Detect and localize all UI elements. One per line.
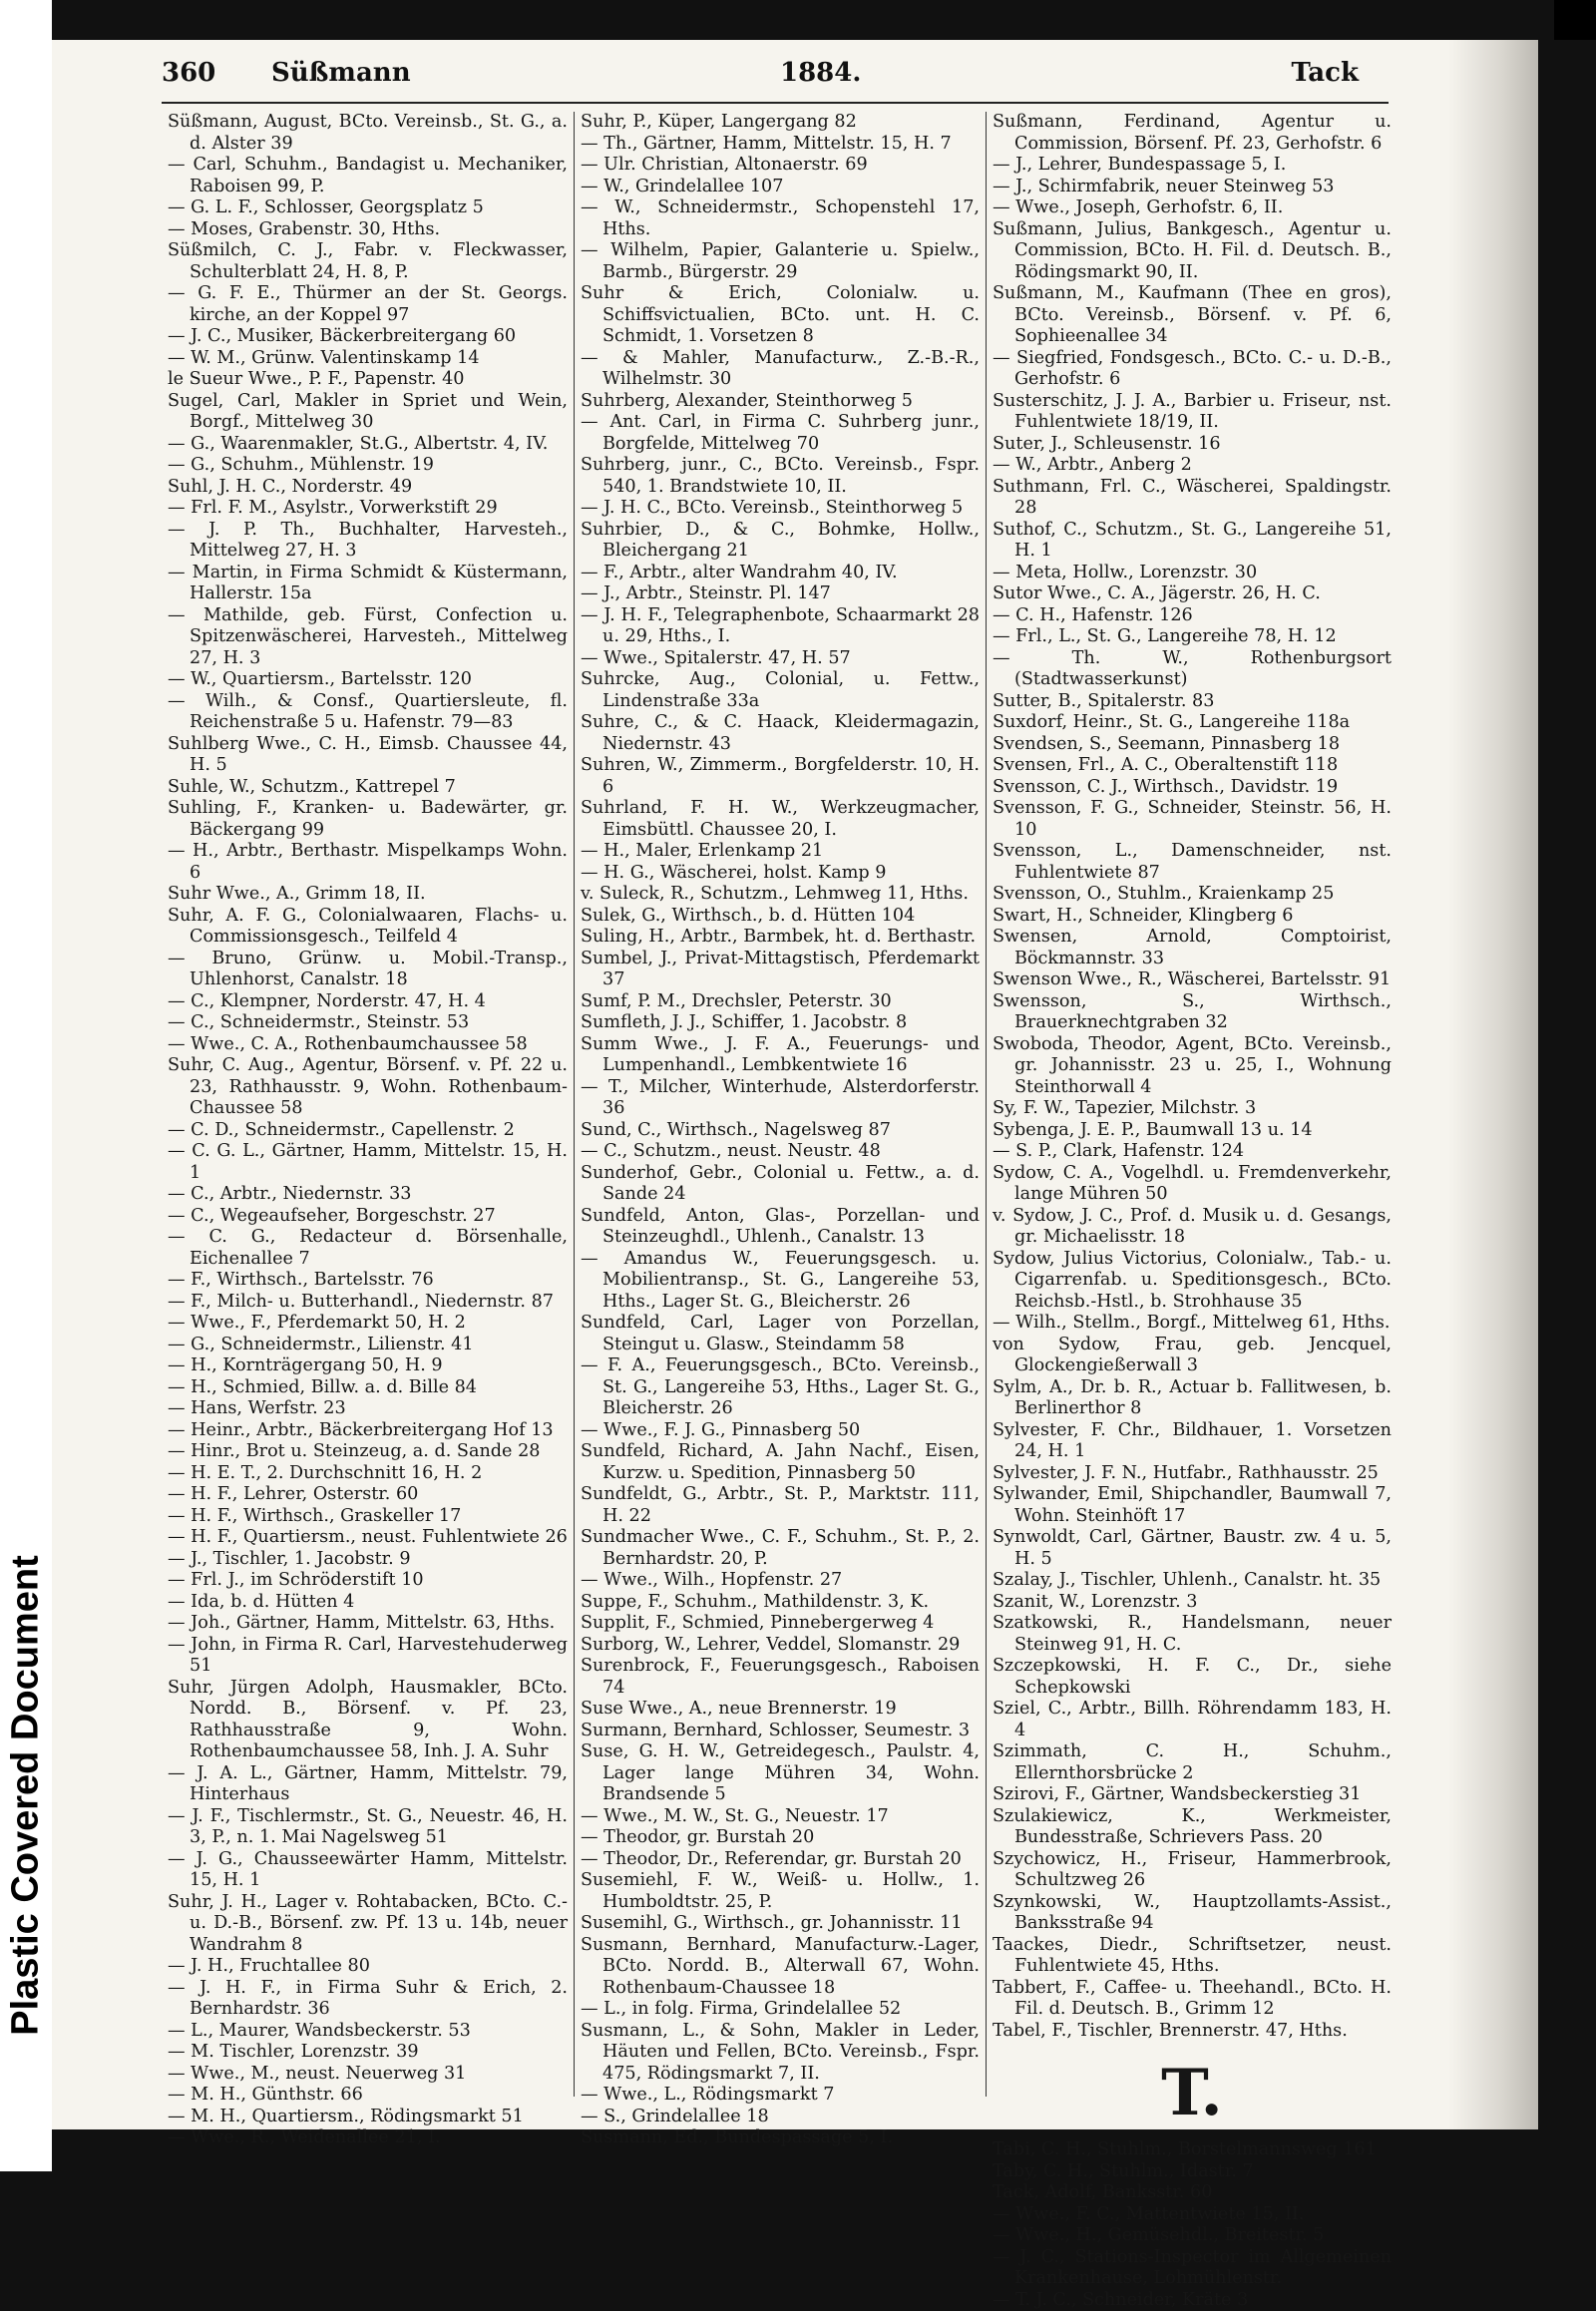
directory-entry: Suhr, C. Aug., Agentur, Börsenf. v. Pf. 22 u. 23, Rathhausstr. 9, Wohn. Rothenbaum-Chaussee 58 (168, 1055, 568, 1120)
directory-entry: Suhr & Erich, Colonialw. u. Schiffsvictualien, BCto. unt. H. C. Schmidt, 1. Vorsetzen 8 (581, 283, 980, 348)
directory-entry: — G. L. F., Schlosser, Georgsplatz 5 (168, 197, 568, 219)
page-edge-shadow (1448, 40, 1538, 2129)
directory-entry: — Hinr., Brot u. Steinzeug, a. d. Sande 28 (168, 1441, 568, 1463)
directory-entry: — Siegfried, Fondsgesch., BCto. C.- u. D.-B., Gerhofstr. 6 (993, 348, 1392, 391)
directory-entry: — T., Milcher, Winterhude, Alsterdorferstr. 36 (581, 1077, 980, 1120)
directory-entry: Sy, F. W., Tapezier, Milchstr. 3 (993, 1098, 1392, 1120)
directory-entry: Tabbert, F., Caffee- u. Theehandl., BCto. H. Fil. d. Deutsch. B., Grimm 12 (993, 1978, 1392, 2021)
directory-entry: Sulek, G., Wirthsch., b. d. Hütten 104 (581, 906, 980, 928)
directory-entry: — J. G., Chausseewärter Hamm, Mittelstr. 15, H. 1 (168, 1849, 568, 1892)
directory-entry: Sundfeld, Carl, Lager von Porzellan, Steingut u. Glasw., Steindamm 58 (581, 1313, 980, 1355)
directory-entry: Tabi, C. H., Stuhlm., Borstelmannsweg 161 (993, 2139, 1392, 2161)
directory-entry: — H., Arbtr., Berthastr. Mispelkamps Wohn. 6 (168, 841, 568, 884)
directory-entry: Sund, C., Wirthsch., Nagelsweg 87 (581, 1120, 980, 1142)
directory-entry: Suhrcke, Aug., Colonial, u. Fettw., Lindenstraße 33a (581, 669, 980, 712)
directory-entry: — Wilhelm, Papier, Galanterie u. Spielw., Barmb., Bürgerstr. 29 (581, 240, 980, 283)
directory-entry: Swenson Wwe., R., Wäscherei, Bartelsstr. 91 (993, 969, 1392, 991)
directory-entry: — Th. W., Rothenburgsort (Stadtwasserkunst) (993, 648, 1392, 691)
header-right-word: Tack (1291, 58, 1359, 88)
directory-entry: Sydow, C. A., Vogelhdl. u. Fremdenverkehr, lange Mühren 50 (993, 1163, 1392, 1206)
header-rule (162, 102, 1389, 104)
directory-entry: — F. A., Feuerungsgesch., BCto. Vereinsb., St. G., Langereihe 53, Hths., Lager St. G., Bleicherstr. 26 (581, 1355, 980, 1420)
directory-columns (162, 112, 1398, 2097)
directory-entry: Sumbel, J., Privat-Mittagstisch, Pferdemarkt 37 (581, 949, 980, 991)
directory-entry: Sziel, C., Arbtr., Billh. Röhrendamm 183, H. 4 (993, 1699, 1392, 1741)
directory-entry: Szychowicz, H., Friseur, Hammerbrook, Schultzweg 26 (993, 1849, 1392, 1892)
directory-entry: Tabel, F., Tischler, Brennerstr. 47, Hths. (993, 2021, 1392, 2043)
directory-entry: — Wwe., R., Weidenallee 21, I. (168, 2127, 568, 2149)
directory-entry: Summ Wwe., J. F. A., Feuerungs- und Lumpenhandl., Lembkentwiete 16 (581, 1034, 980, 1077)
directory-entry: Suhr, J. H., Lager v. Rohtabacken, BCto. C.- u. D.-B., Börsenf. zw. Pf. 13 u. 14b, neuer Wandrahm 8 (168, 1892, 568, 1957)
directory-entry: Sußmann, Ferdinand, Agentur u. Commission, Börsenf. Pf. 23, Gerhofstr. 6 (993, 112, 1392, 155)
directory-entry: Susmann, Ed., Bundespassage 5, I. (581, 2127, 980, 2149)
directory-entry: Suhling, F., Kranken- u. Badewärter, gr. Bäckergang 99 (168, 798, 568, 841)
directory-entry: — Wwe., F. J. G., Pinnasberg 50 (581, 1420, 980, 1442)
directory-entry: Swart, H., Schneider, Klingberg 6 (993, 906, 1392, 928)
directory-entry: Szimmath, C. H., Schuhm., Ellernthorsbrücke 2 (993, 1741, 1392, 1784)
directory-entry: Suhren, W., Zimmerm., Borgfelderstr. 10, H. 6 (581, 755, 980, 798)
directory-entry: — J., Tischler, 1. Jacobstr. 9 (168, 1549, 568, 1571)
directory-entry: — W., Grindelallee 107 (581, 177, 980, 198)
directory-entry: Surmann, Bernhard, Schlosser, Seumestr. 3 (581, 1721, 980, 1742)
directory-entry: — G., Waarenmakler, St.G., Albertstr. 4, IV. (168, 434, 568, 456)
directory-entry: — W., Schneidermstr., Schopenstehl 17, Hths. (581, 197, 980, 240)
directory-entry: — Wwe., Spitalerstr. 47, H. 57 (581, 648, 980, 670)
directory-entry: Suhre, C., & C. Haack, Kleidermagazin, Niedernstr. 43 (581, 712, 980, 755)
directory-entry: Sundfeld, Anton, Glas-, Porzellan- und Steinzeughdl., Uhlenh., Canalstr. 13 (581, 1206, 980, 1249)
directory-entry: Synwoldt, Carl, Gärtner, Baustr. zw. 4 u. 5, H. 5 (993, 1527, 1392, 1570)
directory-entry: — C., Wegeaufseher, Borgeschstr. 27 (168, 1206, 568, 1228)
directory-entry: Svensson, L., Damenschneider, nst. Fuhlentwiete 87 (993, 841, 1392, 884)
directory-entry: — H., Maler, Erlenkamp 21 (581, 841, 980, 863)
directory-entry: Svensen, Frl., A. C., Oberaltenstift 118 (993, 755, 1392, 777)
directory-entry: Sundfeldt, G., Arbtr., St. P., Marktstr. 111, H. 22 (581, 1484, 980, 1527)
directory-entry: Süßmilch, C. J., Fabr. v. Fleckwasser, Schulterblatt 24, H. 8, P. (168, 240, 568, 283)
directory-entry: — H., Kornträgergang 50, H. 9 (168, 1355, 568, 1377)
directory-entry: Sundfeld, Richard, A. Jahn Nachf., Eisen, Kurzw. u. Spedition, Pinnasberg 50 (581, 1441, 980, 1484)
directory-entry: — T. J. C., Schneider, Kräte 3 (993, 2290, 1392, 2311)
directory-entry: — L., in folg. Firma, Grindelallee 52 (581, 1999, 980, 2021)
directory-entry: — J. H. F., Telegraphenbote, Schaarmarkt 28 u. 29, Hths., I. (581, 605, 980, 648)
directory-entry: Suppe, F., Schuhm., Mathildenstr. 3, K. (581, 1592, 980, 1614)
directory-entry: Suhr Wwe., A., Grimm 18, II. (168, 884, 568, 906)
directory-entry: le Sueur Wwe., P. F., Papenstr. 40 (168, 369, 568, 391)
directory-entry: Süßmann, August, BCto. Vereinsb., St. G., a. d. Alster 39 (168, 112, 568, 155)
directory-entry: Sylm, A., Dr. b. R., Actuar b. Fallitwesen, b. Berlinerthor 8 (993, 1377, 1392, 1420)
directory-entry: — S., Grindelallee 18 (581, 2107, 980, 2128)
directory-entry: Susemiehl, F. W., Weiß- u. Hollw., 1. Humboldtstr. 25, P. (581, 1870, 980, 1913)
directory-entry: Svensson, O., Stuhlm., Kraienkamp 25 (993, 884, 1392, 906)
directory-entry: — C. D., Schneidermstr., Capellenstr. 2 (168, 1120, 568, 1142)
directory-entry: — John, in Firma R. Carl, Harvestehuderweg 51 (168, 1635, 568, 1678)
directory-entry: Sutor Wwe., C. A., Jägerstr. 26, H. C. (993, 583, 1392, 605)
directory-entry: — J. P. Th., Buchhalter, Harvesteh., Mittelweg 27, H. 3 (168, 520, 568, 563)
directory-entry: Suling, H., Arbtr., Barmbek, ht. d. Berthastr. (581, 927, 980, 949)
directory-entry: Sundmacher Wwe., C. F., Schuhm., St. P., 2. Bernhardstr. 20, P. (581, 1527, 980, 1570)
directory-entry: — J. H., Fruchtallee 80 (168, 1956, 568, 1978)
directory-entry: — Moses, Grabenstr. 30, Hths. (168, 219, 568, 241)
directory-entry: Szanit, W., Lorenzstr. 3 (993, 1592, 1392, 1614)
directory-entry: Sumfleth, J. J., Schiffer, 1. Jacobstr. 8 (581, 1012, 980, 1034)
directory-entry: — C., Klempner, Norderstr. 47, H. 4 (168, 991, 568, 1013)
directory-entry: — Wwe., F. C., Mattentwiete 15, II. (993, 2204, 1392, 2226)
header-left-word: Süßmann (271, 58, 411, 88)
directory-entry: — J., Arbtr., Steinstr. Pl. 147 (581, 583, 980, 605)
directory-entry: Suhl, J. H. C., Norderstr. 49 (168, 477, 568, 499)
directory-entry: Sylvester, J. F. N., Hutfabr., Rathhausstr. 25 (993, 1463, 1392, 1485)
directory-entry: Swensson, S., Wirthsch., Brauerknechtgraben 32 (993, 991, 1392, 1034)
directory-entry: Szczepkowski, H. F. C., Dr., siehe Schepkowski (993, 1656, 1392, 1699)
directory-entry: — J. H. C., BCto. Vereinsb., Steinthorweg 5 (581, 498, 980, 520)
directory-entry: — C. G., Redacteur d. Börsenhalle, Eichenallee 7 (168, 1227, 568, 1270)
directory-entry: — M. H., Günthstr. 66 (168, 2085, 568, 2107)
directory-entry: — & Mahler, Manufacturw., Z.-B.-R., Wilhelmstr. 30 (581, 348, 980, 391)
directory-entry: Surborg, W., Lehrer, Veddel, Slomanstr. 29 (581, 1635, 980, 1657)
directory-entry: — Amandus W., Feuerungsgesch. u. Mobilientransp., St. G., Langereihe 53, Hths., Lager St. G., Bleicherstr. 26 (581, 1249, 980, 1314)
directory-entry: — C. G. L., Gärtner, Hamm, Mittelstr. 15, H. 1 (168, 1141, 568, 1184)
directory-entry: Suxdorf, Heinr., St. G., Langereihe 118a (993, 712, 1392, 734)
column-2 (574, 112, 986, 2097)
directory-entry: Suse, G. H. W., Getreidegesch., Paulstr. 4, Lager lange Mühren 34, Wohn. Brandsende 5 (581, 1741, 980, 1806)
directory-entry: — Ida, b. d. Hütten 4 (168, 1592, 568, 1614)
directory-entry: Susemihl, G., Wirthsch., gr. Johannisstr. 11 (581, 1913, 980, 1935)
directory-entry: — Wwe., Joseph, Gerhofstr. 6, II. (993, 197, 1392, 219)
directory-entry: — J., Schirmfabrik, neuer Steinweg 53 (993, 177, 1392, 198)
directory-entry: Tack, Adolf, Banksstr. 60 (993, 2182, 1392, 2204)
directory-entry: — C., Schutzm., neust. Neustr. 48 (581, 1141, 980, 1163)
directory-entry: — M. Tischler, Lorenzstr. 39 (168, 2042, 568, 2064)
document-page (52, 40, 1538, 2129)
directory-entry: Sunderhof, Gebr., Colonial u. Fettw., a. d. Sande 24 (581, 1163, 980, 1206)
directory-entry: Taby, C. H., Stuhlm., Idastr. 7 (993, 2161, 1392, 2183)
directory-entry: — Heinr., Arbtr., Bäckerbreitergang Hof 13 (168, 1420, 568, 1442)
directory-entry: — H. G., Wäscherei, holst. Kamp 9 (581, 863, 980, 885)
directory-entry: — H. F., Quartiersm., neust. Fuhlentwiete 26 (168, 1527, 568, 1549)
directory-entry: von Sydow, Frau, geb. Jencquel, Glockengießerwall 3 (993, 1335, 1392, 1377)
directory-entry: Suhr, Jürgen Adolph, Hausmakler, BCto. Nordd. B., Börsenf. v. Pf. 23, Rathhausstraße 9, Wohn. Rothenbaumchaussee 58, Inh. J. A. Suhr (168, 1678, 568, 1763)
directory-entry: — Wwe., F., Pferdemarkt 50, H. 2 (168, 1313, 568, 1335)
directory-entry: Susterschitz, J. J. A., Barbier u. Friseur, nst. Fuhlentwiete 18/19, II. (993, 391, 1392, 434)
directory-entry: Suhr, P., Küper, Langergang 82 (581, 112, 980, 134)
directory-entry: — Wwe., M., neust. Neuerweg 31 (168, 2064, 568, 2086)
directory-entry: Taackes, Diedr., Schriftsetzer, neust. Fuhlentwiete 45, Hths. (993, 1935, 1392, 1978)
directory-entry: Sußmann, M., Kaufmann (Thee en gros), BCto. Vereinsb., Börsenf. v. Pf. 6, Sophieenallee 34 (993, 283, 1392, 348)
directory-entry: — G. F. E., Thürmer an der St. Georgs. kirche, an der Koppel 97 (168, 283, 568, 326)
directory-entry: — H. F., Lehrer, Osterstr. 60 (168, 1484, 568, 1506)
directory-entry: — Wwe., H., Gemüsehdl., Breitestr. 5 (993, 2225, 1392, 2247)
directory-entry: — L., Maurer, Wandsbeckerstr. 53 (168, 2021, 568, 2043)
directory-entry: — Wwe., Wilh., Hopfenstr. 27 (581, 1570, 980, 1592)
directory-entry: Szatkowski, R., Handelsmann, neuer Steinweg 91, H. C. (993, 1613, 1392, 1656)
directory-entry: — C., Arbtr., Niedernstr. 33 (168, 1184, 568, 1206)
directory-entry: — G., Schneidermstr., Lilienstr. 41 (168, 1335, 568, 1356)
directory-entry: Supplit, F., Schmied, Pinnebergerweg 4 (581, 1613, 980, 1635)
directory-entry: — Wwe., L., Rödingsmarkt 7 (581, 2085, 980, 2107)
directory-entry: — G., Schuhm., Mühlenstr. 19 (168, 455, 568, 477)
directory-entry: — J. A. L., Gärtner, Hamm, Mittelstr. 79, Hinterhaus (168, 1763, 568, 1806)
directory-entry: — F., Milch- u. Butterhandl., Niedernstr. 87 (168, 1292, 568, 1314)
directory-entry: — Ulr. Christian, Altonaerstr. 69 (581, 155, 980, 177)
directory-entry: Swoboda, Theodor, Agent, BCto. Vereinsb., gr. Johannisstr. 23 u. 25, I., Wohnung Steinthorwall 4 (993, 1034, 1392, 1099)
directory-entry: Sylvester, F. Chr., Bildhauer, 1. Vorsetzen 24, H. 1 (993, 1420, 1392, 1463)
directory-entry: — J. C., Musiker, Bäckerbreitergang 60 (168, 326, 568, 348)
directory-entry: Svensson, C. J., Wirthsch., Davidstr. 19 (993, 777, 1392, 799)
directory-entry: Sutter, B., Spitalerstr. 83 (993, 691, 1392, 713)
directory-entry: Susmann, Bernhard, Manufacturw.-Lager, BCto. Nordd. B., Alterwall 67, Wohn. Rothenbaum-Chaussee 18 (581, 1935, 980, 2000)
directory-entry: — Theodor, Dr., Referendar, gr. Burstah 20 (581, 1849, 980, 1871)
directory-entry: v. Suleck, R., Schutzm., Lehmweg 11, Hths. (581, 884, 980, 906)
directory-entry: — H. E. T., 2. Durchschnitt 16, H. 2 (168, 1463, 568, 1485)
directory-entry: Suhle, W., Schutzm., Kattrepel 7 (168, 777, 568, 799)
directory-entry: — Wilh., & Consf., Quartiersleute, fl. Reichenstraße 5 u. Hafenstr. 79—83 (168, 691, 568, 734)
directory-entry: — Theodor, gr. Burstah 20 (581, 1827, 980, 1849)
directory-entry: — H., Schmied, Billw. a. d. Bille 84 (168, 1377, 568, 1399)
directory-entry: — Wilh., Stellm., Borgf., Mittelweg 61, Hths. (993, 1313, 1392, 1335)
directory-entry: — Frl. J., im Schröderstift 10 (168, 1570, 568, 1592)
directory-entry: Suhrberg, Alexander, Steinthorweg 5 (581, 391, 980, 413)
side-label: Plastic Covered Document (5, 1555, 48, 2035)
directory-entry: Suter, J., Schleusenstr. 16 (993, 434, 1392, 456)
scan-corner (1554, 0, 1596, 40)
directory-entry: Sußmann, Julius, Bankgesch., Agentur u. Commission, BCto. H. Fil. d. Deutsch. B., Rödingsmarkt 90, II. (993, 219, 1392, 284)
page-header (162, 58, 1508, 118)
directory-entry: — J. H. F., in Firma Suhr & Erich, 2. Bernhardstr. 36 (168, 1978, 568, 2021)
directory-entry: — Frl., L., St. G., Langereihe 78, H. 12 (993, 626, 1392, 648)
directory-entry: Swensen, Arnold, Comptoirist, Böckmannstr. 33 (993, 927, 1392, 969)
directory-entry: — S. P., Clark, Hafenstr. 124 (993, 1141, 1392, 1163)
directory-entry: Sylwander, Emil, Shipchandler, Baumwall 7, Wohn. Steinhöft 17 (993, 1484, 1392, 1527)
directory-entry: v. Sydow, J. C., Prof. d. Musik u. d. Gesangs, gr. Michaelisstr. 18 (993, 1206, 1392, 1249)
directory-entry: — W., Quartiersm., Bartelsstr. 120 (168, 669, 568, 691)
directory-entry: Sydow, Julius Victorius, Colonialw., Tab.- u. Cigarrenfab. u. Speditionsgesch., BCto. Reichsb.-Hstl., b. Strohhause 35 (993, 1249, 1392, 1314)
directory-entry: — W. M., Grünw. Valentinskamp 14 (168, 348, 568, 370)
directory-entry: — Joh., Gärtner, Hamm, Mittelstr. 63, Hths. (168, 1613, 568, 1635)
directory-entry: — Th., Gärtner, Hamm, Mittelstr. 15, H. 7 (581, 134, 980, 156)
directory-entry: — Carl, Schuhm., Bandagist u. Mechaniker, Raboisen 99, P. (168, 155, 568, 197)
directory-entry: Sumf, P. M., Drechsler, Peterstr. 30 (581, 991, 980, 1013)
page-number: 360 (162, 58, 215, 88)
directory-entry: Susmann, L., & Sohn, Makler in Leder, Häuten und Fellen, BCto. Vereinsb., Fspr. 475, Rödingsmarkt 7, II. (581, 2021, 980, 2086)
directory-entry: — Bruno, Grünw. u. Mobil.-Transp., Uhlenhorst, Canalstr. 18 (168, 949, 568, 991)
directory-entry: — Frl. F. M., Asylstr., Vorwerkstift 29 (168, 498, 568, 520)
directory-entry: Suse Wwe., A., neue Brennerstr. 19 (581, 1699, 980, 1721)
directory-entry: Suthof, C., Schutzm., St. G., Langereihe 51, H. 1 (993, 520, 1392, 563)
directory-entry: Szulakiewicz, K., Werkmeister, Bundesstraße, Schrievers Pass. 20 (993, 1806, 1392, 1849)
directory-entry: — Ant. Carl, in Firma C. Suhrberg junr., Borgfelde, Mittelweg 70 (581, 412, 980, 455)
scan-side-strip (0, 0, 52, 2171)
directory-entry: Szalay, J., Tischler, Uhlenh., Canalstr. ht. 35 (993, 1570, 1392, 1592)
directory-entry: — C., Schneidermstr., Steinstr. 53 (168, 1012, 568, 1034)
directory-entry: — Mathilde, geb. Fürst, Confection u. Spitzenwäscherei, Harvesteh., Mittelweg 27, H. 3 (168, 605, 568, 670)
directory-entry: — H. F., Wirthsch., Graskeller 17 (168, 1506, 568, 1528)
directory-entry: — Meta, Hollw., Lorenzstr. 30 (993, 563, 1392, 584)
directory-entry: Suhlberg Wwe., C. H., Eimsb. Chaussee 44, H. 5 (168, 734, 568, 777)
directory-entry: — J., Lehrer, Bundespassage 5, I. (993, 155, 1392, 177)
directory-entry: — Wwe., M. W., St. G., Neuestr. 17 (581, 1806, 980, 1828)
section-letter-heading: T. (993, 2056, 1392, 2131)
directory-entry: — W., Arbtr., Anberg 2 (993, 455, 1392, 477)
directory-entry: — C. H., Hafenstr. 126 (993, 605, 1392, 627)
directory-entry: Surenbrock, F., Feuerungsgesch., Raboisen 74 (581, 1656, 980, 1699)
directory-entry: Sybenga, J. E. P., Baumwall 13 u. 14 (993, 1120, 1392, 1142)
directory-entry: Suhrbier, D., & C., Bohmke, Hollw., Bleichergang 21 (581, 520, 980, 563)
directory-entry: — M. H., Quartiersm., Rödingsmarkt 51 (168, 2107, 568, 2128)
directory-entry: — J. F., Tischlermstr., St. G., Neuestr. 46, H. 3, P., n. 1. Mai Nagelsweg 51 (168, 1806, 568, 1849)
directory-entry: Suhrberg, junr., C., BCto. Vereinsb., Fspr. 540, 1. Brandstwiete 10, II. (581, 455, 980, 498)
directory-entry: — J. C., Stations-Inspector im Allgemeinen Krankenhause, Lohmühlenstr. (993, 2247, 1392, 2290)
directory-entry: Suhrland, F. H. W., Werkzeugmacher, Eimsbüttl. Chaussee 20, I. (581, 798, 980, 841)
directory-entry: Szirovi, F., Gärtner, Wandsbeckerstieg 31 (993, 1784, 1392, 1806)
directory-entry: — Wwe., C. A., Rothenbaumchaussee 58 (168, 1034, 568, 1056)
header-year: 1884. (780, 58, 861, 88)
directory-entry: Sugel, Carl, Makler in Spriet und Wein, Borgf., Mittelweg 30 (168, 391, 568, 434)
directory-entry: Svendsen, S., Seemann, Pinnasberg 18 (993, 734, 1392, 756)
directory-entry: — F., Wirthsch., Bartelsstr. 76 (168, 1270, 568, 1292)
column-3 (986, 112, 1397, 2097)
column-1 (162, 112, 574, 2097)
directory-entry: — F., Arbtr., alter Wandrahm 40, IV. (581, 563, 980, 584)
directory-entry: Szynkowski, W., Hauptzollamts-Assist., Banksstraße 94 (993, 1892, 1392, 1935)
directory-entry: — Martin, in Firma Schmidt & Küstermann, Hallerstr. 15a (168, 563, 568, 605)
directory-entry: Svensson, F. G., Schneider, Steinstr. 56, H. 10 (993, 798, 1392, 841)
directory-entry: Suthmann, Frl. C., Wäscherei, Spaldingstr. 28 (993, 477, 1392, 520)
directory-entry: — Hans, Werfstr. 23 (168, 1398, 568, 1420)
directory-entry: Suhr, A. F. G., Colonialwaaren, Flachs- u. Commissionsgesch., Teilfeld 4 (168, 906, 568, 949)
